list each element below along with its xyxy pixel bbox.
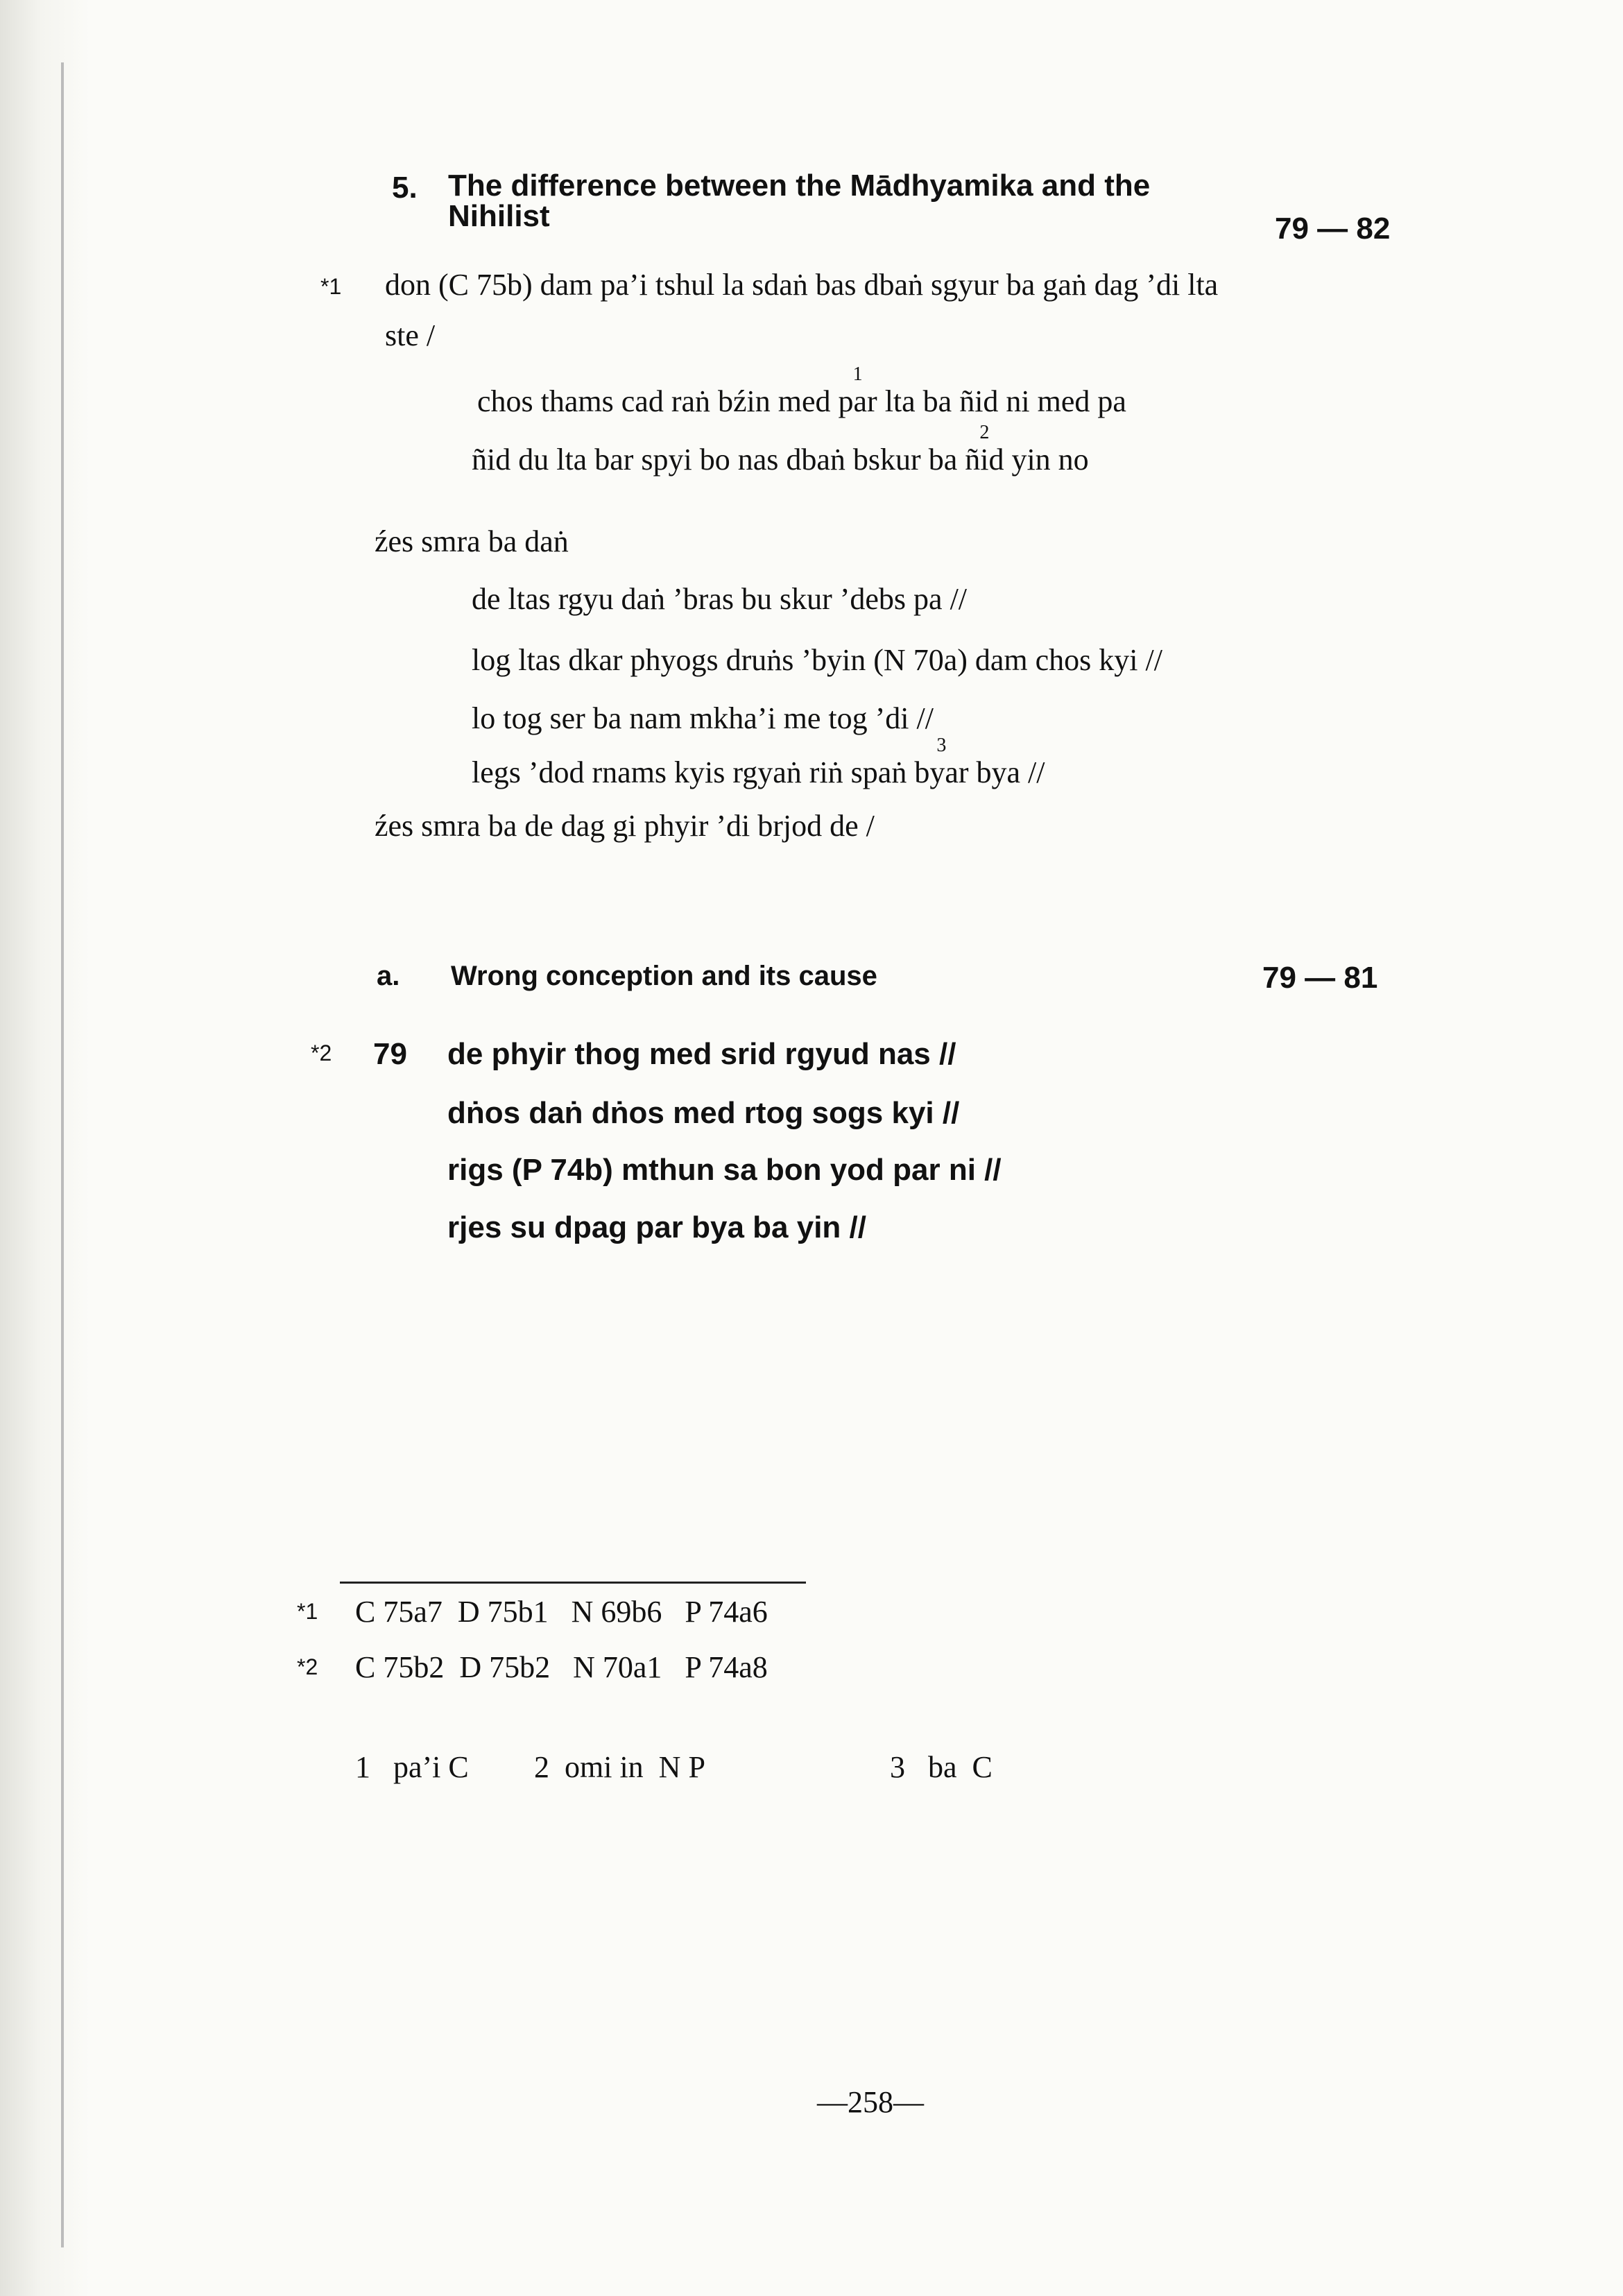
- verse2-line4-post: bya //: [968, 755, 1045, 789]
- verse2-line1: de ltas rgyu daṅ ’bras bu skur ’debs pa //: [472, 582, 968, 616]
- verse2-line2: log ltas dkar phyogs druṅs ’byin (N 70a) dam chos kyi //: [472, 643, 1162, 677]
- verse-line-2: dṅos daṅ dṅos med rtog sogs kyi //: [447, 1096, 960, 1130]
- subsection-label: a.: [377, 961, 400, 991]
- verse1-line2: [472, 422, 1089, 477]
- binding-edge: [61, 62, 64, 2247]
- verse-line-1: de phyir thog med srid rgyud nas //: [447, 1037, 956, 1071]
- footnote-mark-1: 1: [852, 363, 863, 385]
- verse1-line1-post: lta ba ñid ni med pa: [877, 384, 1126, 418]
- verse2-line4-noted-text: byar: [914, 755, 969, 789]
- variant-3: 3 ba C: [890, 1750, 993, 1784]
- footnote-ref-marker-2: *2: [297, 1654, 318, 1679]
- passage2-marker: *2: [311, 1040, 332, 1065]
- subsection-range: 79 — 81: [1262, 961, 1378, 995]
- footnote-ref-marker-1: *1: [297, 1599, 318, 1624]
- subsection-title: Wrong conception and its cause: [451, 961, 877, 991]
- verse-line-3: rigs (P 74b) mthun sa bon yod par ni //: [447, 1153, 1002, 1187]
- verse1-line2-post: yin no: [1004, 443, 1089, 477]
- passage1-line2: ste /: [385, 318, 436, 352]
- footnote-ref-2: C 75b2 D 75b2 N 70a1 P 74a8: [355, 1650, 768, 1684]
- verse1-line1-pre: chos thams cad raṅ bźin med: [477, 384, 839, 418]
- verse2-line4-pre: legs ’dod rnams kyis rgyaṅ riṅ spaṅ: [472, 755, 915, 789]
- verse1-line1: [477, 363, 1126, 419]
- section-range: 79 — 82: [1275, 212, 1391, 246]
- passage1-marker: *1: [320, 274, 342, 299]
- page-edge-shadow: [0, 0, 90, 2296]
- section-number: 5.: [392, 171, 418, 205]
- verse2-line4-noted: [914, 735, 969, 789]
- verse-number: 79: [373, 1037, 407, 1071]
- passage1-closing: źes smra ba de dag gi phyir ’di brjod de /: [375, 809, 875, 843]
- passage1-bridge: źes smra ba daṅ: [375, 524, 569, 558]
- section-title-line1: The difference between the Mādhyamika and the: [448, 169, 1151, 203]
- verse2-line4: [472, 735, 1045, 790]
- verse2-line3: lo tog ser ba nam mkha’i me tog ’di //: [472, 701, 934, 735]
- verse1-line1-noted-text: par: [838, 384, 877, 418]
- verse-line-4: rjes su dpag par bya ba yin //: [447, 1210, 866, 1244]
- passage1-line1: don (C 75b) dam pa’i tshul la sdaṅ bas dbaṅ sgyur ba gaṅ dag ’di lta: [385, 268, 1219, 302]
- verse1-line2-noted: [965, 422, 1004, 477]
- variant-2: 2 omi in N P: [534, 1750, 705, 1784]
- footnote-mark-2: 2: [979, 422, 990, 443]
- page-number: —258—: [817, 2085, 924, 2119]
- verse1-line2-pre: ñid du lta bar spyi bo nas dbaṅ bskur ba: [472, 443, 965, 477]
- footnote-mark-3: 3: [936, 735, 947, 756]
- verse1-line2-noted-text: ñid: [965, 443, 1004, 477]
- verse1-line1-noted: [838, 363, 877, 418]
- footnote-ref-1: C 75a7 D 75b1 N 69b6 P 74a6: [355, 1595, 768, 1629]
- variant-1: 1 pa’i C: [355, 1750, 469, 1784]
- footnote-rule: [340, 1582, 806, 1584]
- section-title-line2: Nihilist: [448, 199, 550, 233]
- section-title: [448, 171, 1150, 232]
